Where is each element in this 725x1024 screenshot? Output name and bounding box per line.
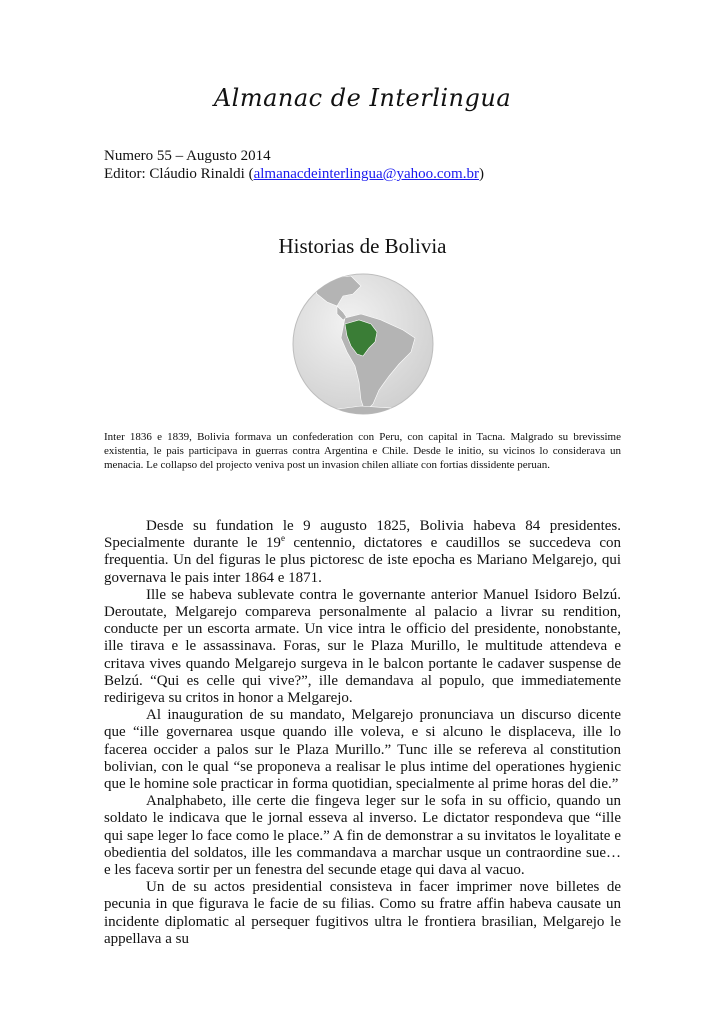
editor-line [104,165,484,183]
paragraph-1-part2: centennio, dictatores e caudillos se succedeva con frequentia. Un del figuras le plus pictoresc de iste epocha es Mariano Melgarejo, qui governava le pais inter 1864 e 1871. [104,535,621,586]
paragraph-2: Ille se habeva sublevate contra le governante anterior Manuel Isidoro Belzú. Deroutate, Melgarejo compareva personalmente al palacio a livrar su rendition, conducte per un escorta armate. Un vice intra le officio del presidente, nonobstante, ille tirava e le assassinava. Foras, sur le Plaza Murillo, le multitude attendeva e critava vives quando Melgarejo surgeva in le balcon portante le cadaver suspense de Belzú. “Qui es celle qui vive?”, ille demandava al populo, que immediatemente redirigeva su critos in honor a Melgarejo. [104,586,621,707]
article-title: Historias de Bolivia [278,234,447,258]
editor-suffix: ) [478,166,484,182]
globe-map-image [291,272,435,416]
image-caption: Inter 1836 e 1839, Bolivia formava un confederation con Peru, con capital in Tacna. Malgrado su brevissime existentia, le pais participava in guerras contra Argentina e Chile. Desde le initio, su vicinos lo considerava un menacia. Le collapso del projecto veniva post un invasion chilen alliate con fortias dissidente peruan. [104,431,621,471]
paragraph-3: Al inauguration de su mandato, Melgarejo pronunciava un discurso dicente que “ille governarea usque quando ille voleva, e si alcuno le displaceva, ille lo facerea occider a palos sur le Plaza Murillo.” Tunc ille se refereva al constitution bolivian, con le qual “se proponeva a realisar le plus intime del operationes hygienic que le homine sole practicar in forma quotidian, specialmente al prime horas del die.” [104,707,621,793]
article-body [104,518,621,948]
globe-south-america-icon [291,272,435,416]
page-title: Almanac de Interlingua [213,84,512,112]
issue-meta [104,147,484,183]
editor-email-link[interactable]: almanacdeinterlingua@yahoo.com.br [253,166,479,182]
paragraph-1-part1: Desde su fundation le 9 augusto 1825, Bolivia habeva 84 presidentes. Specialmente durante le 19 [104,518,621,552]
paragraph-1 [104,518,621,587]
paragraph-5: Un de su actos presidential consisteva in facer imprimer nove billetes de pecunia in que figurava le facie de su filias. Como su fratre affin habeva causate un incidente diplomatic al persequer fugitivos ultra le frontiera brasilian, Melgarejo le appellava a su [104,879,621,947]
paragraph-4: Analphabeto, ille certe die fingeva leger sur le sofa in su officio, quando un soldato le indicava que le jornal esseva al inverso. Le dictator respondeva que “ille qui sape leger lo face como le place.” A fin de demonstrar a su invitatos le loyalitate e obedientia del soldatos, ille les commandava a marchar usque un contraordine sue… e les faceva sortir per un fenestra del secunde etage qui dava al vacuo. [104,793,621,879]
issue-line: Numero 55 – Augusto 2014 [104,148,271,164]
superscript-e: e [280,533,285,544]
editor-prefix: Editor: Cláudio Rinaldi ( [104,166,254,182]
